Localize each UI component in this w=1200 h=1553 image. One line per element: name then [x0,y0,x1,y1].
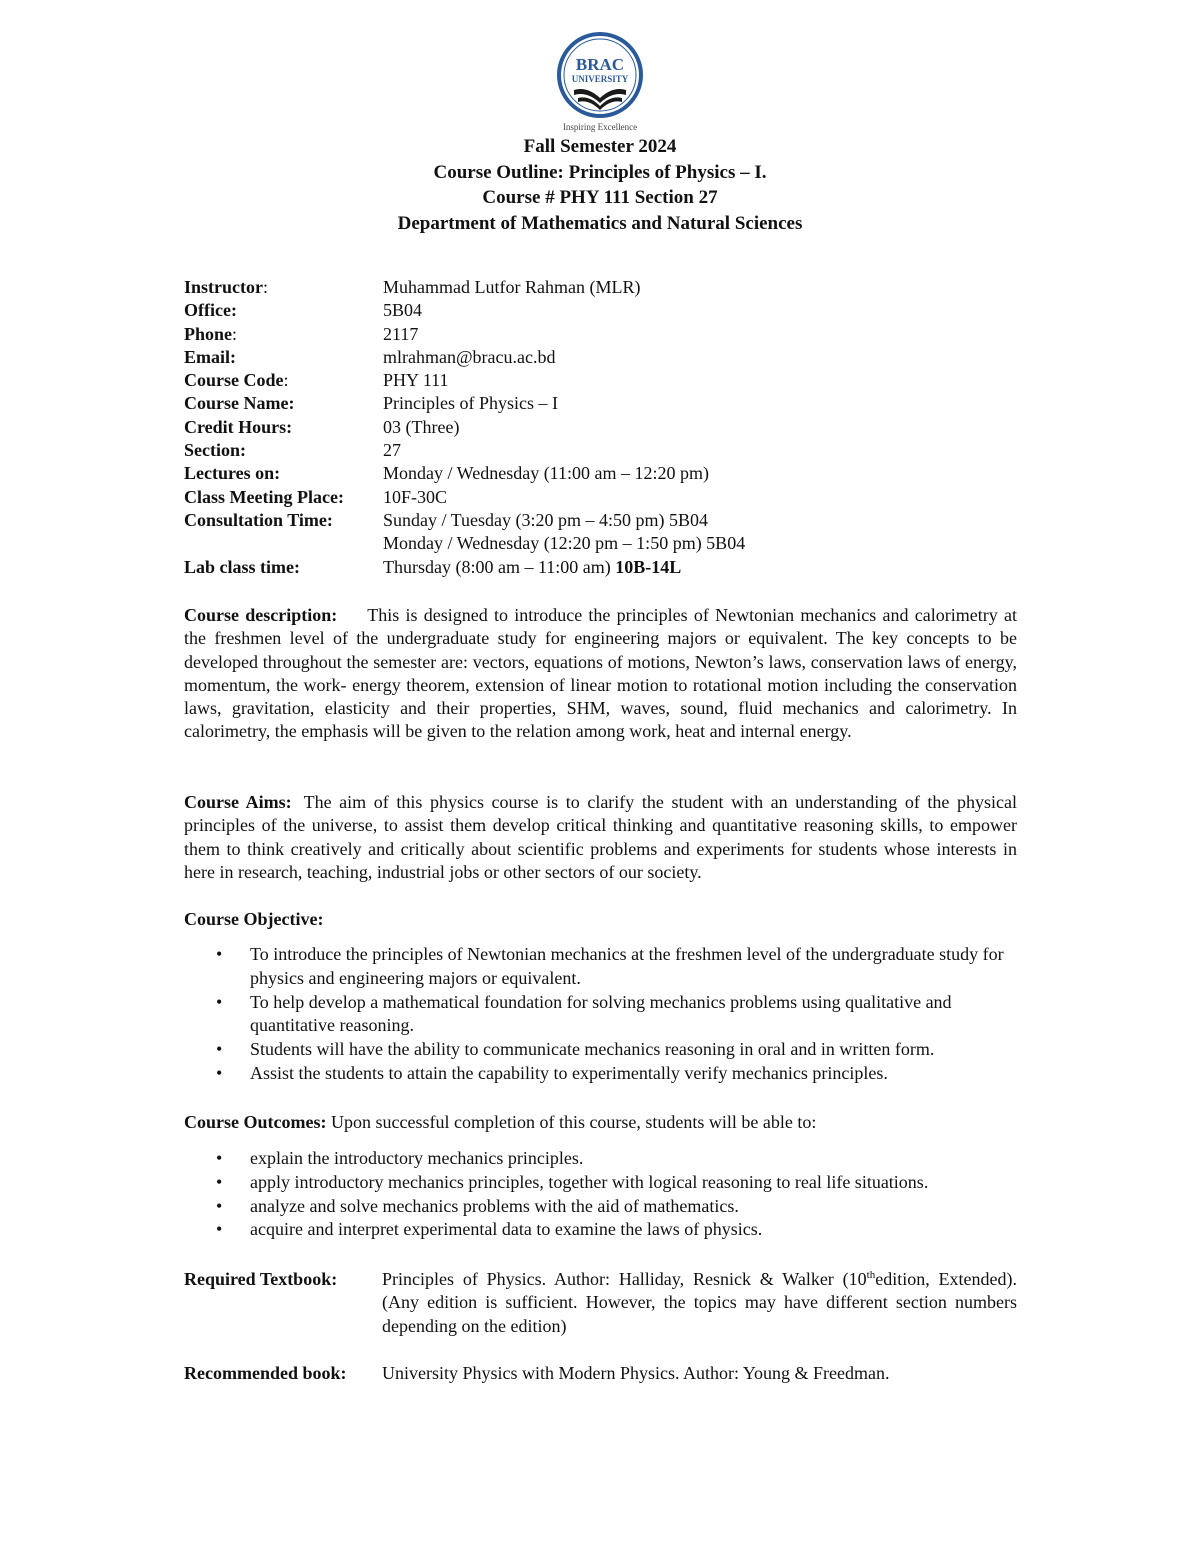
required-textbook [184,1268,1017,1338]
bullet-icon: • [216,1219,223,1240]
list-item [184,1195,1017,1219]
info-label-suffix: : [232,323,238,344]
outcome-text: acquire and interpret experimental data to examine the laws of physics. [250,1219,763,1240]
list-item [184,1038,1017,1062]
info-label: Course Code [184,370,284,391]
info-label: Credit Hours: [184,416,293,437]
course-number-title: Course # PHY 111 Section 27 [482,187,718,208]
recommended-book-text: University Physics with Modern Physics. Author: Young & Freedman. [382,1363,890,1383]
info-row-office [184,299,745,322]
info-value: Principles of Physics – I [383,393,558,414]
info-value: 10F-30C [383,486,448,507]
logo-name-line1: BRAC [575,55,625,74]
info-row-consultation-2 [184,532,745,555]
info-label-suffix: : [283,370,289,391]
info-value: Monday / Wednesday (12:20 pm – 1:50 pm) 5B04 [383,533,746,554]
info-row-credit-hours [184,416,745,439]
info-row-course-code [184,369,745,392]
info-value: 27 [383,440,401,461]
info-label: Instructor [184,277,263,297]
course-description-label: Course description: [184,605,338,625]
info-row-course-name [184,392,745,415]
info-row-section [184,439,745,462]
course-aims-text: The aim of this physics course is to clarify the student with an understanding of the physical principles of the universe, to assist them develop critical thinking and quantitative reasoning skills, to empower them to think creatively and critically about scientific problems and experiments for students whose interests in here in research, teaching, industrial jobs or other sectors of our society. [184,792,1017,882]
course-aims-label: Course Aims: [184,792,292,812]
logo-name-line2: UNIVERSITY [571,74,629,84]
info-label: Phone [184,323,233,344]
bullet-icon: • [216,991,223,1012]
info-value: Sunday / Tuesday (3:20 pm – 4:50 pm) 5B04 [383,509,709,530]
course-outcomes-intro: Upon successful completion of this course, students will be able to: [330,1112,817,1132]
brac-university-logo [540,28,660,138]
info-value: Thursday (8:00 am – 11:00 am) [383,556,616,577]
list-item [184,1171,1017,1195]
semester-title: Fall Semester 2024 [523,136,677,157]
list-item [184,1218,1017,1242]
course-description [184,604,1017,744]
info-label: Lab class time: [184,556,300,577]
info-row-lectures [184,462,745,485]
outcome-text: explain the introductory mechanics principles. [250,1148,584,1168]
info-label-suffix: : [263,277,269,297]
course-description-text: This is designed to introduce the principles of Newtonian mechanics and calorimetry at the freshmen level of the undergraduate study for engineering majors or equivalent. The key concepts to be developed throughout the semester are: vectors, equations of motions, Newton’s laws, conservation laws of energy, momentum, the work- energy theorem, extension of linear motion to rotational motion including the conservation laws, gravitation, elasticity and their properties, SHM, waves, sound, fluid mechanics and calorimetry. In calorimetry, the emphasis will be given to the relation among work, heat and internal energy. [184,605,1017,742]
outcome-text: apply introductory mechanics principles, together with logical reasoning to real life situations. [250,1171,929,1192]
info-label: Course Name: [184,393,295,414]
info-row-email [184,346,745,369]
email-link[interactable]: mlrahman@bracu.ac.bd [383,346,556,367]
bullet-icon: • [216,1171,223,1192]
recommended-book [184,1362,1017,1385]
document-header [0,134,1200,236]
info-label: Office: [184,300,237,321]
textbook-sup: th [866,1269,876,1281]
bullet-icon: • [216,1195,223,1216]
textbook-text-after: edition, Extended). (Any edition is sufficient. However, the topics may have different section numbers depending on the edition) [382,1269,1017,1336]
list-item [184,991,1017,1039]
bullet-icon: • [216,1039,223,1060]
info-label: Consultation Time: [184,509,333,530]
lab-room: 10B-14L [615,556,682,577]
course-aims [184,791,1017,884]
objective-list [184,943,1017,1086]
info-label: Section: [184,440,246,461]
course-info-table [184,276,745,579]
list-item [184,1062,1017,1086]
course-outcomes [184,1111,1017,1134]
info-value: 2117 [383,323,419,344]
info-row-meeting-place [184,486,745,509]
required-textbook-text [382,1268,1017,1338]
info-value: PHY 111 [383,370,449,391]
bullet-icon: • [216,944,223,964]
list-item [184,943,1017,991]
logo-tagline: Inspiring Excellence [562,122,638,132]
course-objective-heading: Course Objective: [184,909,324,929]
info-row-consultation [184,509,745,532]
info-value: 03 (Three) [383,416,460,437]
department-title: Department of Mathematics and Natural Sciences [397,212,803,234]
info-label: Email: [184,346,236,367]
info-row-instructor [184,276,745,299]
objective-text: To introduce the principles of Newtonian mechanics at the freshmen level of the undergraduate study for physics and engineering majors or equivalent. [250,944,1004,988]
outcome-text: analyze and solve mechanics problems with the aid of mathematics. [250,1195,739,1216]
course-outline-title: Course Outline: Principles of Physics – I. [433,161,767,183]
info-row-lab [184,556,745,579]
objective-text: To help develop a mathematical foundation for solving mechanics problems using qualitative and quantitative reasoning. [250,991,952,1036]
outcomes-list [184,1147,1017,1242]
course-outcomes-label: Course Outcomes: [184,1112,327,1132]
info-value: Muhammad Lutfor Rahman (MLR) [383,277,641,297]
textbook-text-before: Principles of Physics. Author: Halliday, Resnick & Walker (10 [382,1269,867,1289]
info-value: Monday / Wednesday (11:00 am – 12:20 pm) [383,463,710,484]
objective-text: Assist the students to attain the capability to experimentally verify mechanics principles. [250,1062,888,1083]
recommended-book-label: Recommended book: [184,1363,347,1383]
required-textbook-label: Required Textbook: [184,1269,338,1289]
info-value: 5B04 [383,300,423,321]
list-item [184,1147,1017,1171]
objective-text: Students will have the ability to communicate mechanics reasoning in oral and in written form. [250,1039,935,1060]
info-label: Lectures on: [184,463,281,484]
bullet-icon: • [216,1148,223,1168]
bullet-icon: • [216,1062,223,1083]
info-row-phone [184,323,745,346]
info-label: Class Meeting Place: [184,486,344,507]
